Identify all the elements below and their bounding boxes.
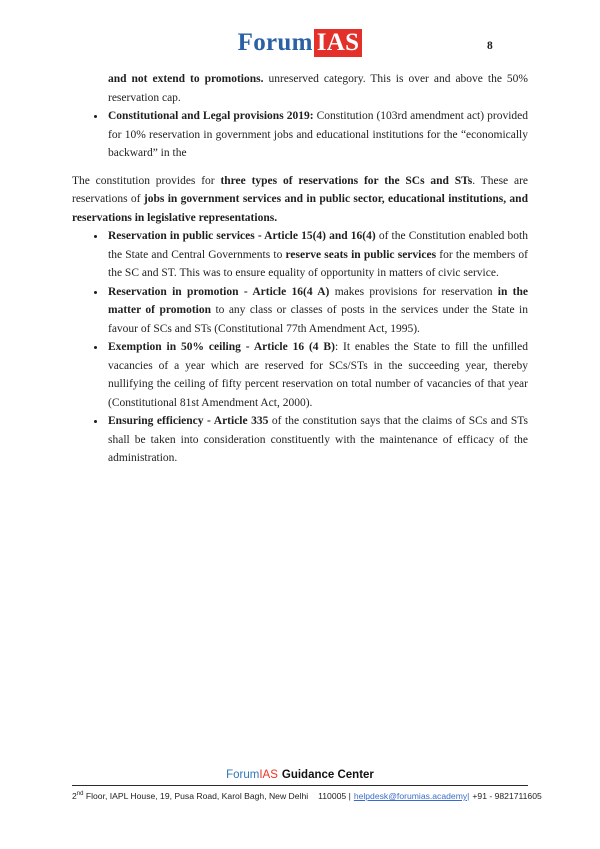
address-ordinal-suffix: nd [76, 791, 84, 797]
promotion-bold-2: in the matter of promotion [108, 285, 529, 316]
page-footer [72, 768, 542, 802]
ceiling-text: : It enables the State to fill the unfilled vacancies of a year which are reserved for SCs/STs in the succeeding year, thereby nullifying the ceiling of fifty percent reservation on total number of vacancies of that year (Constitutional 81st Amendment Act, 2000). [108, 341, 528, 409]
address-pin-code: 110005 | [318, 790, 351, 801]
intro-paragraph [72, 172, 528, 228]
efficiency-text: of the constitution says that the claims of SCs and STs shall be taken into consideration constituently with the maintenance of efficacy of the administration. [108, 415, 528, 464]
address-floor-number: 2 [72, 790, 77, 801]
bullet-2019-rest: Constitution (103rd amendment act) provided for 10% reservation in government jobs and educational institutions for the “economically backward” in the [108, 110, 528, 159]
bullet-ensuring-efficiency [108, 412, 528, 468]
footer-logo-ias: IAS [259, 769, 278, 781]
bullet-list-main [72, 227, 528, 468]
contact-phone-number: +91 - 9821711605 [472, 790, 542, 801]
intro-seg-2: three types of reservations for the SCs and STs [220, 174, 473, 187]
bullet-2019-bold: Constitutional and Legal provisions 2019: [108, 110, 314, 122]
continuation-rest-text: unreserved category. This is over and above the 50% reservation cap. [108, 73, 528, 104]
continuation-bold-text: and not extend to promotions. [108, 73, 264, 85]
intro-seg-1: The constitution provides for [72, 174, 221, 187]
forumias-logo [0, 28, 600, 58]
public-services-text-2: for the members of the SC and ST. This was to ensure equality of opportunity in matters of civic service. [108, 248, 528, 279]
public-services-bold-1: Reservation in public services - Article 15(4) and 16(4) [108, 230, 376, 242]
promotion-text-2: to any class or classes of posts in the services under the State in favour of SCs and STs (Constitutional 77th Amendment Act, 1995). [108, 304, 528, 335]
bullet-constitutional-2019 [108, 107, 528, 163]
footer-guidance-center-title: Guidance Center [281, 769, 374, 781]
footer-address-line [72, 789, 542, 802]
page-number: 8 [487, 40, 493, 52]
efficiency-bold: Ensuring efficiency - Article 335 [108, 415, 269, 427]
bullet-reservation-public-services [108, 227, 528, 283]
public-services-text-1: of the Constitution enabled both the State and Central Governments to [108, 230, 529, 261]
logo-ias-badge: IAS [314, 29, 363, 57]
public-services-bold-2: reserve seats in public services [285, 248, 437, 261]
footer-logo-forum: Forum [226, 769, 260, 781]
intro-seg-4: jobs in government services and in public sector, educational institutions, and reservations in legislative representations. [72, 193, 528, 224]
bullet-reservation-promotion [108, 283, 528, 339]
logo-forum-text: Forum [237, 29, 313, 56]
bullet-exemption-ceiling [108, 338, 528, 412]
helpdesk-email-link[interactable]: helpdesk@forumias.academy| [353, 790, 470, 801]
intro-seg-3: . These are reservations of [72, 174, 528, 205]
bullet-list-top [72, 107, 528, 163]
ceiling-bold: Exemption in 50% ceiling - Article 16 (4 B) [108, 341, 335, 353]
continuation-paragraph [108, 70, 528, 107]
footer-brand-line [72, 768, 528, 783]
address-street-text: Floor, IAPL House, 19, Pusa Road, Karol Bagh, New Delhi [83, 790, 309, 801]
footer-divider [72, 785, 528, 786]
promotion-bold-1: Reservation in promotion - Article 16(4 A) [108, 285, 330, 298]
content-area [72, 70, 528, 468]
promotion-text-1: makes provisions for reservation [329, 285, 498, 298]
